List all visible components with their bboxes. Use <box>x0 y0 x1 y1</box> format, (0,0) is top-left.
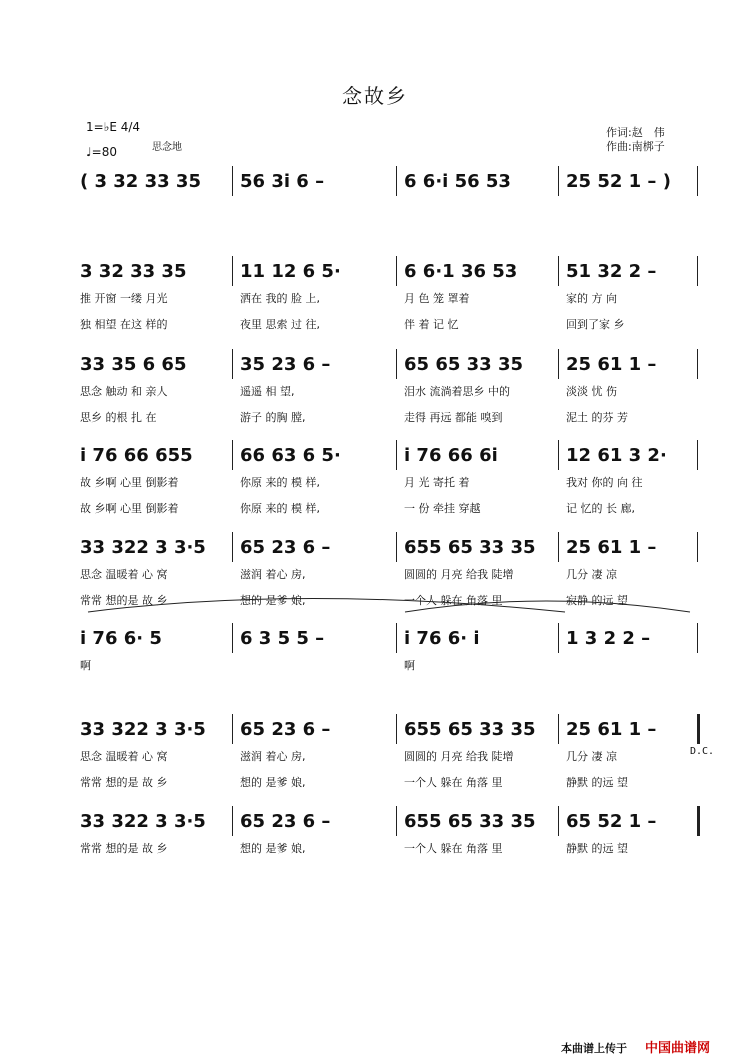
measure-notes: 1 3 2 2 – <box>566 628 651 649</box>
measure-notes: 65 23 6 – <box>240 811 331 832</box>
lyric-text: 伴 着 记 忆 <box>404 318 459 331</box>
lyric-text: 夜里 思索 过 往, <box>240 318 320 331</box>
measure-notes: 3 32 33 35 <box>80 261 187 282</box>
lyric-text: 月 色 笼 罩着 <box>404 292 470 305</box>
site-logo <box>645 1037 710 1056</box>
key-signature: 1=♭E 4/4 <box>86 120 141 134</box>
lyric-text: 游子 的胸 膛, <box>240 411 306 424</box>
lyric-text: 家的 方 向 <box>566 292 617 305</box>
lyric-text: 圆圆的 月亮 给我 陡增 <box>404 568 514 581</box>
lyric-text: 独 相望 在这 样的 <box>80 318 168 331</box>
lyric-text: 记 忆的 长 廊, <box>566 502 635 515</box>
measure-notes: 25 61 1 – <box>566 354 657 375</box>
lyric-text: 遥遥 相 望, <box>240 385 295 398</box>
da-capo-marking: D.C. <box>690 746 715 757</box>
lyric-text: 回到了家 乡 <box>566 318 625 331</box>
measure-notes: 6 6·i 56 53 <box>404 171 511 192</box>
lyric-text: 思念 触动 和 亲人 <box>80 385 168 398</box>
lyric-text: 想的 是爹 娘, <box>240 842 306 855</box>
measure-notes: 6 6·1 36 53 <box>404 261 518 282</box>
measure-notes: 66 63 6 5· <box>240 445 341 466</box>
lyric-text: 常常 想的是 故 乡 <box>80 776 168 789</box>
measure-notes: 6 3 5 5 – <box>240 628 325 649</box>
measure-notes: i 76 66 655 <box>80 445 193 466</box>
lyric-text: 泪水 流淌着思乡 中的 <box>404 385 510 398</box>
lyric-text: 圆圆的 月亮 给我 陡增 <box>404 750 514 763</box>
lyric-text: 几分 凄 凉 <box>566 750 617 763</box>
lyric-text: 一个人 躲在 角落 里 <box>404 842 503 855</box>
measure-notes: 655 65 33 35 <box>404 811 536 832</box>
lyric-text: 你原 来的 模 样, <box>240 502 320 515</box>
measure-notes: 11 12 6 5· <box>240 261 341 282</box>
score-title: 念故乡 <box>342 84 408 108</box>
lyric-text: 洒在 我的 脸 上, <box>240 292 320 305</box>
lyric-text: 想的 是爹 娘, <box>240 776 306 789</box>
lyric-text: 静默 的远 望 <box>566 776 628 789</box>
expression-marking: 思念地 <box>152 142 182 153</box>
measure-notes: ( 3 32 33 35 <box>80 171 201 192</box>
footer-text: 本曲谱上传于 <box>561 1042 627 1055</box>
measure-notes: 65 65 33 35 <box>404 354 523 375</box>
lyric-text: 想的 是爹 娘, <box>240 594 306 607</box>
measure-notes: 35 23 6 – <box>240 354 331 375</box>
measure-notes: 33 322 3 3·5 <box>80 719 206 740</box>
measure-notes: 33 35 6 65 <box>80 354 187 375</box>
measure-notes: 655 65 33 35 <box>404 537 536 558</box>
lyric-text: 一个人 躲在 角落 里 <box>404 776 503 789</box>
lyric-text: 一 份 牵挂 穿越 <box>404 502 481 515</box>
tempo-marking: ♩=80 <box>86 145 117 159</box>
lyric-text: 思念 温暖着 心 窝 <box>80 750 168 763</box>
lyric-text: 滋润 着心 房, <box>240 568 306 581</box>
lyric-text: 常常 想的是 故 乡 <box>80 594 168 607</box>
lyric-text: 几分 凄 凉 <box>566 568 617 581</box>
measure-notes: i 76 66 6i <box>404 445 498 466</box>
measure-notes: 25 61 1 – <box>566 537 657 558</box>
lyric-text: 滋润 着心 房, <box>240 750 306 763</box>
lyric-text: 常常 想的是 故 乡 <box>80 842 168 855</box>
lyricist-credit: 作词:赵 伟 <box>606 126 665 139</box>
lyric-text: 月 光 寄托 着 <box>404 476 470 489</box>
lyric-text: 推 开窗 一缕 月光 <box>80 292 168 305</box>
measure-notes: 12 61 3 2· <box>566 445 667 466</box>
measure-notes: 25 52 1 – ) <box>566 171 671 192</box>
lyric-text: 思念 温暖着 心 窝 <box>80 568 168 581</box>
composer-credit: 作曲:南梆子 <box>606 140 665 153</box>
lyric-text: 啊 <box>80 659 91 672</box>
lyric-text: 静默 的远 望 <box>566 842 628 855</box>
measure-notes: i 76 6· 5 <box>80 628 162 649</box>
lyric-text: 一个人 躲在 角落 里 <box>404 594 503 607</box>
measure-notes: 65 52 1 – <box>566 811 657 832</box>
measure-notes: i 76 6· i <box>404 628 480 649</box>
measure-notes: 25 61 1 – <box>566 719 657 740</box>
lyric-text: 啊 <box>404 659 415 672</box>
logo-text: 中国曲谱网 <box>645 1041 711 1056</box>
lyric-text: 走得 再远 都能 嗅到 <box>404 411 503 424</box>
lyric-text: 寂静 的远 望 <box>566 594 628 607</box>
lyric-text: 你原 来的 模 样, <box>240 476 320 489</box>
lyric-text: 思乡 的根 扎 在 <box>80 411 157 424</box>
measure-notes: 51 32 2 – <box>566 261 657 282</box>
lyric-text: 淡淡 忧 伤 <box>566 385 617 398</box>
lyric-text: 泥土 的芬 芳 <box>566 411 628 424</box>
measure-notes: 655 65 33 35 <box>404 719 536 740</box>
measure-notes: 65 23 6 – <box>240 719 331 740</box>
lyric-text: 故 乡啊 心里 倒影着 <box>80 502 179 515</box>
lyric-text: 故 乡啊 心里 倒影着 <box>80 476 179 489</box>
measure-notes: 33 322 3 3·5 <box>80 811 206 832</box>
measure-notes: 56 3i 6 – <box>240 171 325 192</box>
measure-notes: 65 23 6 – <box>240 537 331 558</box>
lyric-text: 我对 你的 向 往 <box>566 476 643 489</box>
measure-notes: 33 322 3 3·5 <box>80 537 206 558</box>
